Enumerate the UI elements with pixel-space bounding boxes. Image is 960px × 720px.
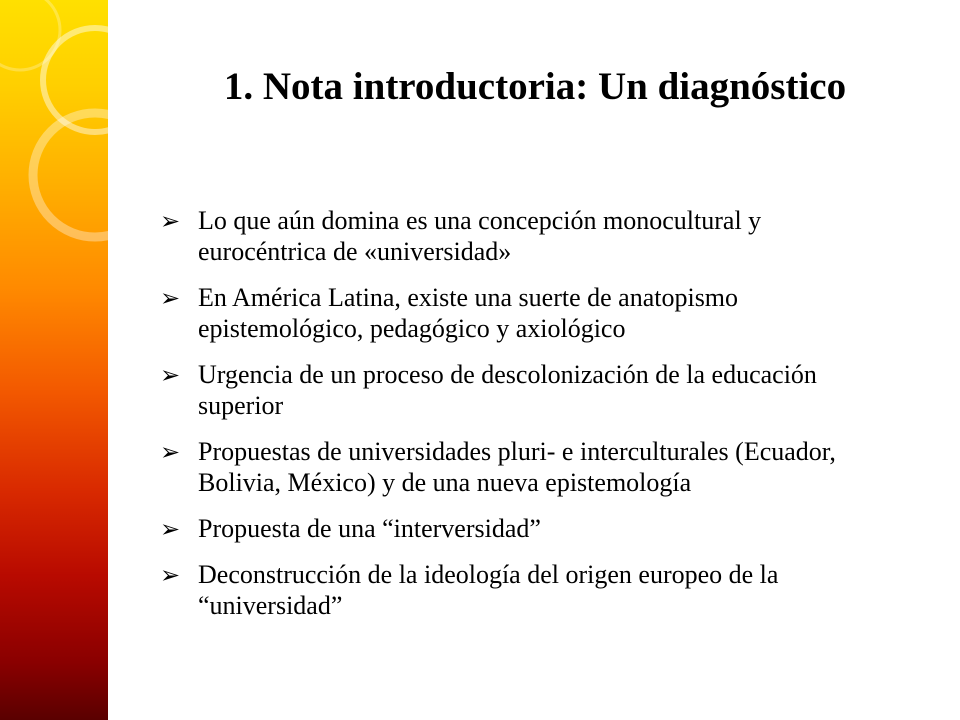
arrow-bullet-icon: ➢ [160, 361, 181, 389]
slide-title: 1. Nota introductoria: Un diagnóstico [223, 65, 847, 108]
arrow-bullet-icon: ➢ [160, 438, 181, 466]
bullet-text: Propuesta de una “interversidad” [198, 514, 541, 543]
bullet-item [160, 205, 895, 267]
decorative-rings [0, 0, 108, 720]
bullet-item [160, 559, 895, 621]
bullet-text: Propuestas de universidades pluri- e interculturales (Ecuador, Bolivia, México) y de una nueva epistemología [198, 437, 836, 497]
bullet-list [160, 205, 895, 636]
bullet-item [160, 513, 895, 544]
arrow-bullet-icon: ➢ [160, 561, 181, 589]
arrow-bullet-icon: ➢ [160, 284, 181, 312]
bullet-item [160, 359, 895, 421]
bullet-item [160, 436, 895, 498]
bullet-text: Deconstrucción de la ideología del origen europeo de la “universidad” [198, 560, 779, 620]
arrow-bullet-icon: ➢ [160, 207, 181, 235]
arrow-bullet-icon: ➢ [160, 515, 181, 543]
decorative-side-band [0, 0, 108, 720]
bullet-text: En América Latina, existe una suerte de anatopismo epistemológico, pedagógico y axiológico [198, 283, 739, 343]
bullet-text: Lo que aún domina es una concepción monocultural y eurocéntrica de «universidad» [198, 206, 762, 266]
ring-small [0, 0, 60, 70]
bullet-item [160, 282, 895, 344]
bullet-text: Urgencia de un proceso de descolonización de la educación superior [198, 360, 817, 420]
